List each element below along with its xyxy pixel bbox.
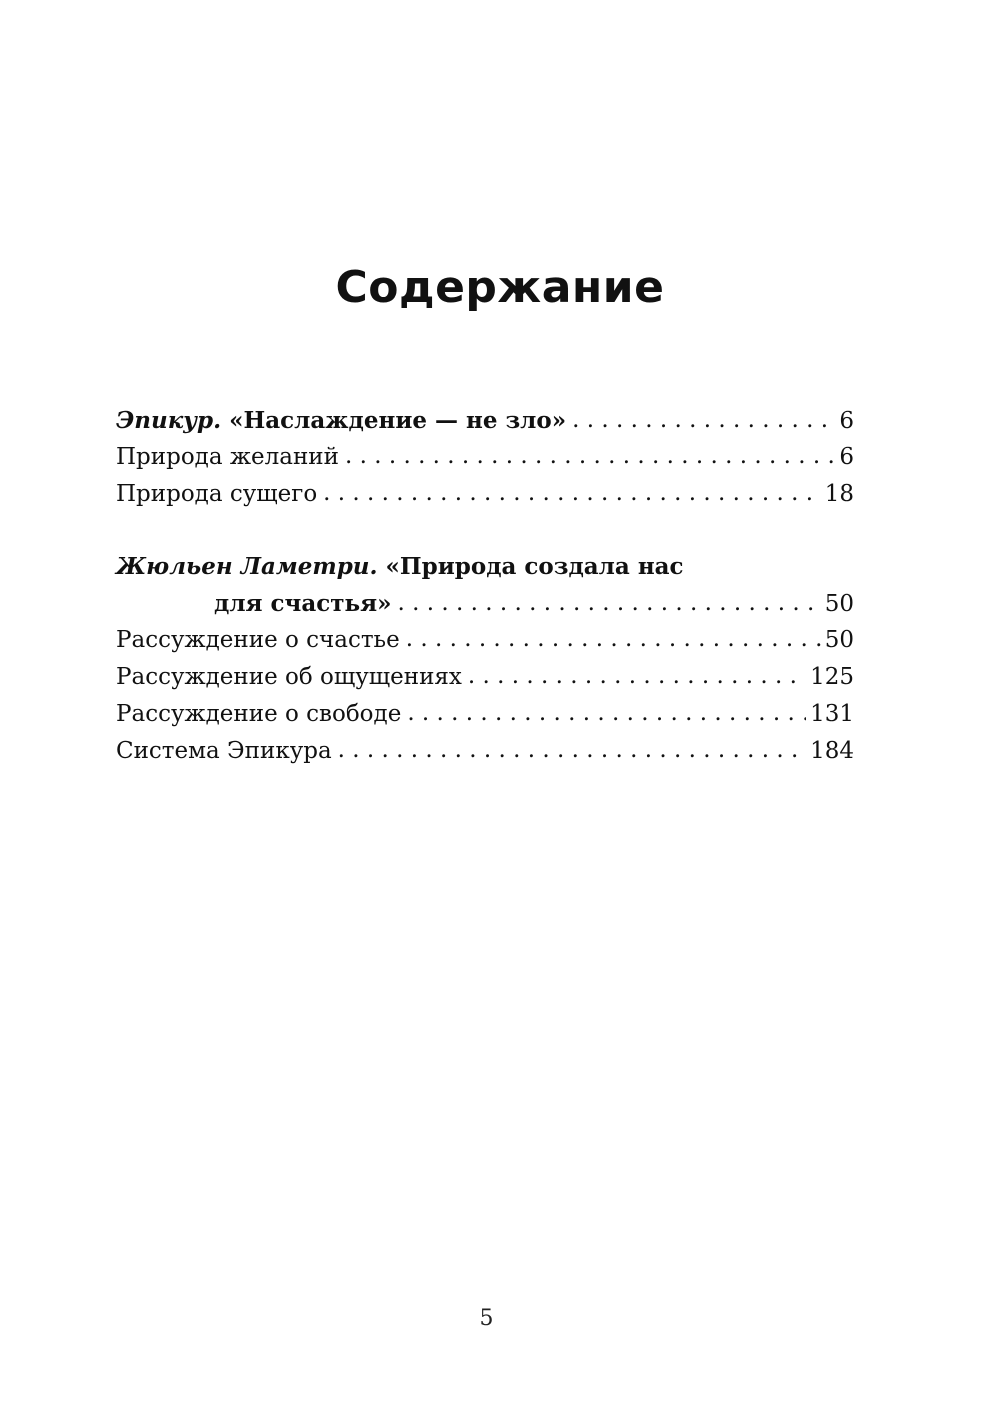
work-title-line2: для счастья» — [214, 590, 392, 617]
toc-entry-label: Система Эпикура — [116, 738, 332, 764]
toc-page-number: 6 — [839, 408, 854, 434]
toc-section-heading — [116, 548, 854, 622]
leader-dots — [323, 475, 821, 512]
toc-section-heading — [116, 402, 854, 439]
toc-section-title-continuation — [116, 585, 854, 622]
toc-entry — [116, 659, 854, 696]
toc-entry-label: Рассуждение о свободе — [116, 701, 402, 727]
toc-entry — [116, 439, 854, 476]
leader-dots — [572, 402, 835, 439]
toc-page-number: 125 — [810, 664, 854, 690]
author-name: Жюльен Ламетри. — [116, 553, 378, 580]
author-name: Эпикур. — [116, 407, 222, 434]
leader-dots — [398, 585, 821, 622]
toc-section-title — [116, 548, 854, 585]
toc-page-number: 50 — [824, 627, 854, 653]
leader-dots — [407, 695, 806, 732]
toc-page-number: 131 — [810, 701, 854, 727]
work-title-line1: «Природа создала нас — [385, 553, 684, 580]
toc-entry-label: Природа сущего — [116, 481, 318, 507]
leader-dots — [345, 438, 835, 475]
toc-entry-label: Природа желаний — [116, 444, 339, 470]
table-of-contents — [116, 402, 854, 770]
toc-entry-label: Рассуждение об ощущениях — [116, 664, 462, 690]
toc-entry-label: Рассуждение о счастье — [116, 627, 400, 653]
toc-entry — [116, 696, 854, 733]
page-title: Содержание — [335, 262, 665, 313]
toc-page-number: 50 — [824, 591, 854, 617]
toc-entry — [116, 733, 854, 770]
toc-page-number: 6 — [839, 444, 854, 470]
toc-section-title — [116, 402, 566, 439]
leader-dots — [468, 658, 806, 695]
work-title: «Наслаждение — не зло» — [229, 407, 567, 434]
toc-page-number: 18 — [824, 481, 854, 507]
section-spacer — [116, 513, 854, 548]
toc-page-number: 184 — [810, 738, 854, 764]
leader-dots — [406, 621, 821, 658]
leader-dots — [338, 732, 806, 769]
page-number: 5 — [479, 1306, 494, 1331]
toc-entry — [116, 622, 854, 659]
toc-entry — [116, 476, 854, 513]
